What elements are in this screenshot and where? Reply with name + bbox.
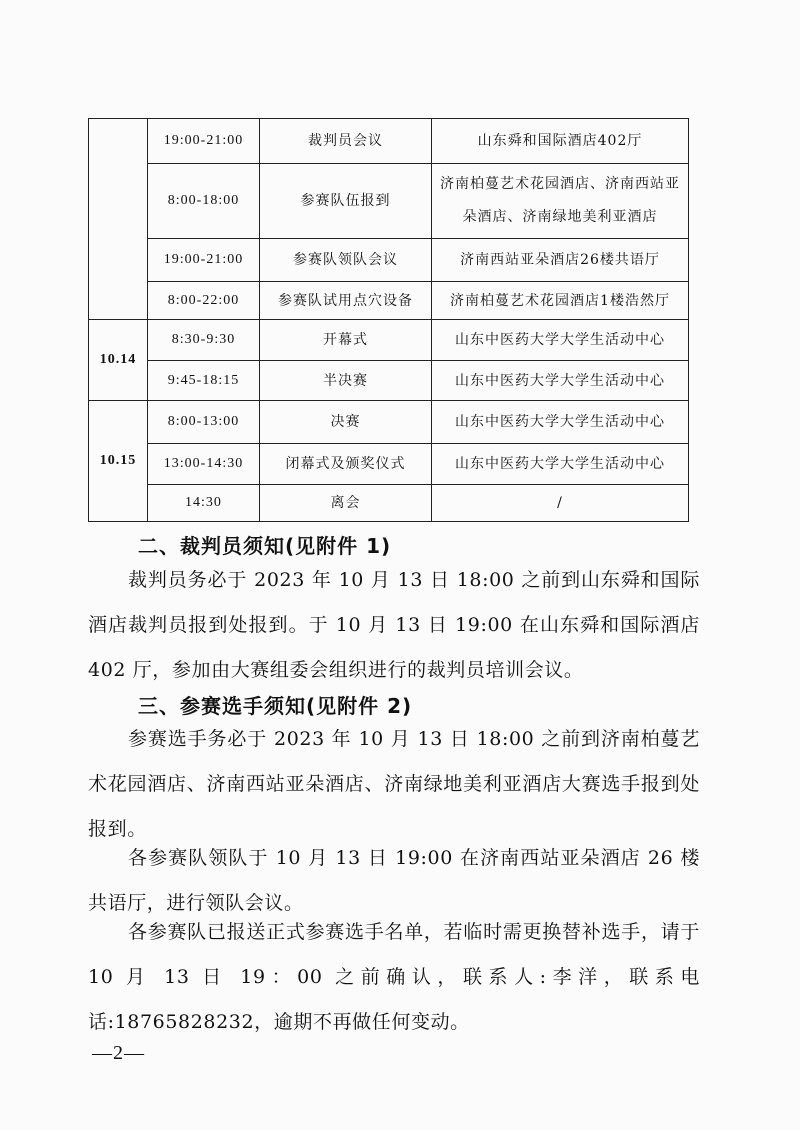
table-row [89, 119, 689, 164]
table-row [89, 164, 689, 239]
location-cell: 山东中医药大学大学生活动中心 [432, 361, 689, 401]
time-cell: 8:00-13:00 [148, 401, 260, 444]
event-cell: 参赛队领队会议 [260, 239, 432, 282]
time-cell: 8:00-18:00 [148, 164, 260, 239]
time-cell: 8:00-22:00 [148, 282, 260, 320]
location-cell: 山东中医药大学大学生活动中心 [432, 444, 689, 485]
substitute-paragraph: 各参赛队已报送正式参赛选手名单，若临时需更换替补选手，请于 10 月 13 日 19：00 之前确认，联系人:李洋，联系电话:18765828232，逾期不再做任何变动。 [88, 921, 700, 1033]
event-cell: 裁判员会议 [260, 119, 432, 164]
date-cell [89, 119, 148, 320]
page-number: —2— [92, 1042, 145, 1064]
date-cell: 10.14 [89, 320, 148, 401]
location-cell: 济南柏蔓艺术花园酒店1楼浩然厅 [432, 282, 689, 320]
section-heading-referee: 二、裁判员须知(见附件 1) [138, 534, 392, 558]
location-cell: 山东舜和国际酒店402厅 [432, 119, 689, 164]
location-cell: / [432, 485, 689, 522]
event-cell: 闭幕式及颁奖仪式 [260, 444, 432, 485]
team-leader-paragraph: 各参赛队领队于 10 月 13 日 19:00 在济南西站亚朵酒店 26 楼共语厅，进行领队会议。 [88, 847, 700, 914]
referee-notice-paragraph: 裁判员务必于 2023 年 10 月 13 日 18:00 之前到山东舜和国际酒店裁判员报到处报到。于 10 月 13 日 19:00 在山东舜和国际酒店 402 厅，参加由大赛组委会组织进行的裁判员培训会议。 [88, 569, 700, 681]
event-cell: 参赛队试用点穴设备 [260, 282, 432, 320]
contestant-notice-paragraph: 参赛选手务必于 2023 年 10 月 13 日 18:00 之前到济南柏蔓艺术花园酒店、济南西站亚朵酒店、济南绿地美利亚酒店大赛选手报到处报到。 [88, 728, 700, 840]
location-cell: 山东中医药大学大学生活动中心 [432, 401, 689, 444]
table-row [89, 361, 689, 401]
event-cell: 离会 [260, 485, 432, 522]
event-cell: 半决赛 [260, 361, 432, 401]
location-cell: 济南柏蔓艺术花园酒店、济南西站亚朵酒店、济南绿地美利亚酒店 [432, 164, 689, 239]
location-cell: 山东中医药大学大学生活动中心 [432, 320, 689, 361]
location-cell: 济南西站亚朵酒店26楼共语厅 [432, 239, 689, 282]
event-cell: 决赛 [260, 401, 432, 444]
schedule-table [88, 118, 689, 522]
table-row [89, 485, 689, 522]
time-cell: 19:00-21:00 [148, 119, 260, 164]
date-cell: 10.15 [89, 401, 148, 522]
table-row [89, 239, 689, 282]
section-heading-contestant: 三、参赛选手须知(见附件 2) [138, 694, 413, 718]
table-row [89, 282, 689, 320]
time-cell: 13:00-14:30 [148, 444, 260, 485]
event-cell: 参赛队伍报到 [260, 164, 432, 239]
event-cell: 开幕式 [260, 320, 432, 361]
time-cell: 14:30 [148, 485, 260, 522]
time-cell: 8:30-9:30 [148, 320, 260, 361]
table-row [89, 401, 689, 444]
table-row [89, 320, 689, 361]
table-row [89, 444, 689, 485]
time-cell: 19:00-21:00 [148, 239, 260, 282]
time-cell: 9:45-18:15 [148, 361, 260, 401]
